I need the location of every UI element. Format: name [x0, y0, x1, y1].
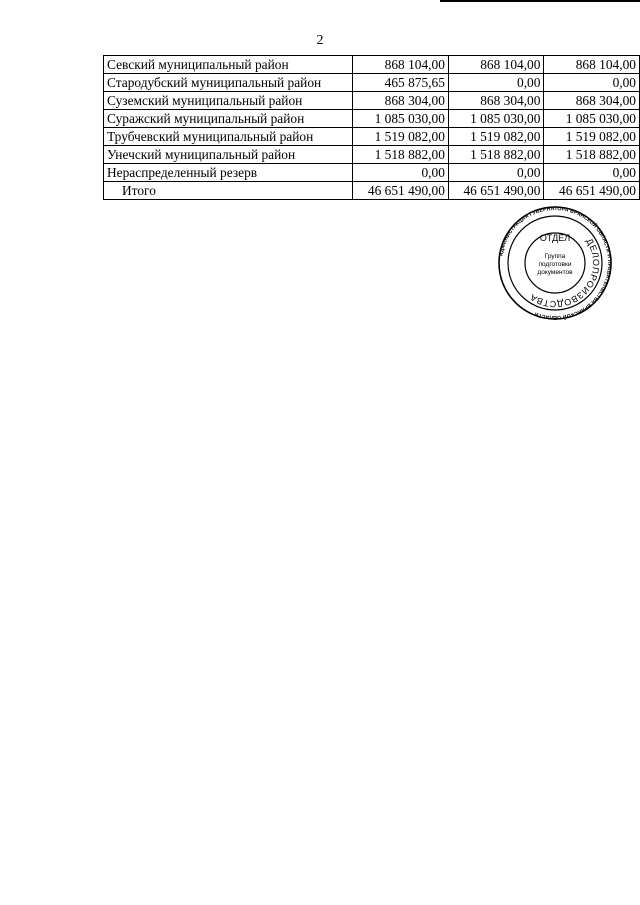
amount-cell: 868 304,00: [448, 92, 544, 110]
table-row: [104, 74, 640, 92]
table-row: [104, 164, 640, 182]
amount-cell: 868 304,00: [353, 92, 449, 110]
stamp-department: ОТДЕЛ: [539, 233, 571, 243]
amount-cell: 868 104,00: [448, 56, 544, 74]
district-name: Суземский муниципальный район: [104, 92, 353, 110]
stamp-seal: [497, 206, 613, 321]
table-row: [104, 146, 640, 164]
amount-cell: 0,00: [353, 164, 449, 182]
amount-cell: 0,00: [544, 164, 640, 182]
amount-cell: 1 085 030,00: [353, 110, 449, 128]
amount-cell: 1 085 030,00: [448, 110, 544, 128]
amount-cell: 1 519 082,00: [544, 128, 640, 146]
official-stamp: [497, 206, 613, 321]
stamp-inner-text: ДЕЛОПРОИЗВОДСТВА: [527, 236, 602, 310]
amount-cell: 868 304,00: [544, 92, 640, 110]
top-rule: [440, 0, 640, 2]
budget-table: [103, 55, 640, 200]
table-row: [104, 92, 640, 110]
page-number: 2: [316, 33, 324, 48]
table-row: [104, 110, 640, 128]
stamp-outer-text: АДМИНИСТРАЦИЯ ГУБЕРНАТОРА БРЯНСКОЙ ОБЛАСТИ И ПРАВИТЕЛЬСТВА БРЯНСКОЙ ОБЛАСТИ: [498, 206, 613, 321]
stamp-center-line: документов: [537, 269, 573, 276]
amount-cell: 1 519 082,00: [448, 128, 544, 146]
total-row: [104, 182, 640, 200]
district-name: Стародубский муниципальный район: [104, 74, 353, 92]
stamp-center-line: подготовки: [538, 261, 572, 268]
amount-cell: 1 518 882,00: [544, 146, 640, 164]
total-label: Итого: [104, 182, 353, 200]
district-name: Трубчевский муниципальный район: [104, 128, 353, 146]
district-name: Нераспределенный резерв: [104, 164, 353, 182]
amount-cell: 0,00: [448, 164, 544, 182]
total-amount-cell: 46 651 490,00: [448, 182, 544, 200]
amount-cell: 1 518 882,00: [448, 146, 544, 164]
amount-cell: 868 104,00: [353, 56, 449, 74]
amount-cell: 868 104,00: [544, 56, 640, 74]
total-amount-cell: 46 651 490,00: [544, 182, 640, 200]
amount-cell: 1 085 030,00: [544, 110, 640, 128]
total-amount-cell: 46 651 490,00: [353, 182, 449, 200]
amount-cell: 465 875,65: [353, 74, 449, 92]
amount-cell: 0,00: [448, 74, 544, 92]
stamp-center-line: Группа: [544, 253, 566, 260]
district-name: Севский муниципальный район: [104, 56, 353, 74]
amount-cell: 0,00: [544, 74, 640, 92]
table-row: [104, 128, 640, 146]
amount-cell: 1 518 882,00: [353, 146, 449, 164]
amount-cell: 1 519 082,00: [353, 128, 449, 146]
table-row: [104, 56, 640, 74]
district-name: Суражский муниципальный район: [104, 110, 353, 128]
district-name: Унечский муниципальный район: [104, 146, 353, 164]
